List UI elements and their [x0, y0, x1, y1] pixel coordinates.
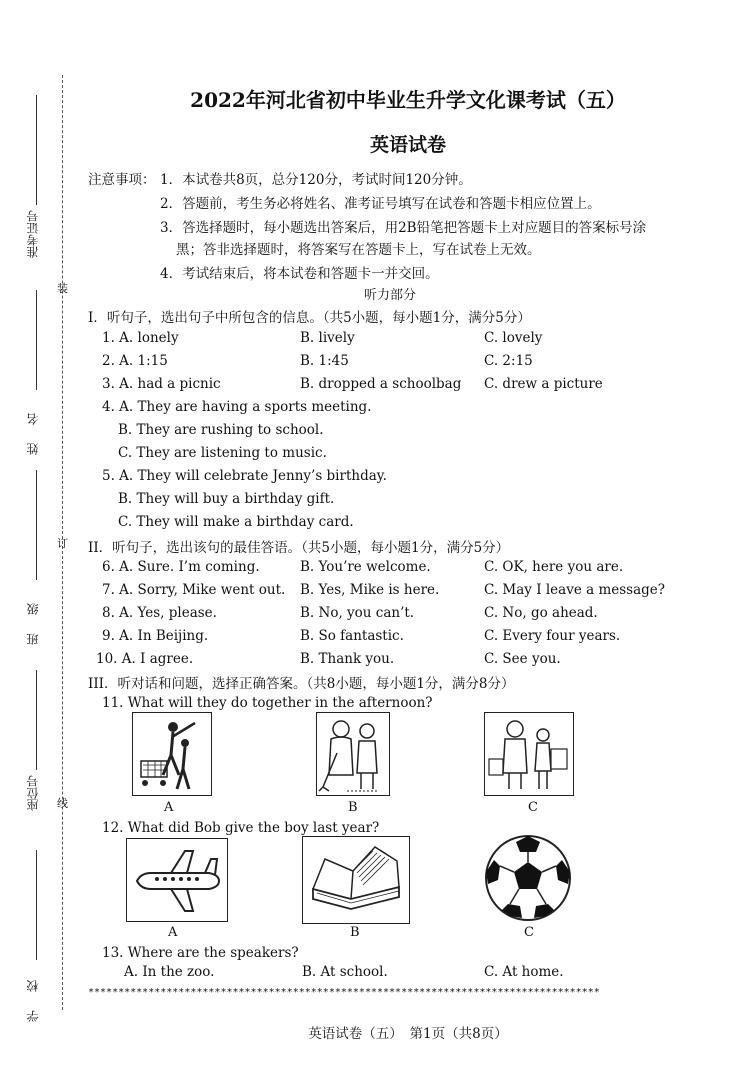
seat-no-label: 座位号 — [26, 775, 40, 811]
q9-option-c: C. Every four years. — [484, 628, 621, 644]
shopping-couple-icon — [485, 713, 573, 795]
q1-option-b: B. lively — [300, 330, 355, 346]
q11-label-b: B — [348, 800, 358, 815]
q7-option-b: B. Yes, Mike is here. — [300, 582, 440, 598]
q2-option-a: 2. A. 1:15 — [102, 353, 168, 369]
q10-option-a: 10. A. I agree. — [96, 651, 194, 667]
q7-option-c: C. May I leave a message? — [484, 582, 666, 598]
q12-label-c: C — [524, 925, 534, 940]
q11-question: 11. What will they do together in the afternoon? — [102, 695, 433, 711]
q4-option-a: 4. A. They are having a sports meeting. — [102, 399, 372, 415]
binding-margin — [0, 0, 75, 1080]
q6-option-b: B. You’re welcome. — [300, 559, 431, 575]
soccer-ball-icon — [484, 834, 572, 922]
part2-heading: II．听句子，选出该句的最佳答语。（共5小题，每小题1分，满分5分） — [88, 540, 510, 556]
q13-option-c: C. At home. — [484, 964, 564, 980]
q7-option-a: 7. A. Sorry, Mike went out. — [102, 582, 286, 598]
q5-option-b: B. They will buy a birthday gift. — [118, 491, 335, 507]
q10-option-c: C. See you. — [484, 651, 561, 667]
q2-option-c: C. 2:15 — [484, 353, 533, 369]
q6-option-a: 6. A. Sure. I’m coming. — [102, 559, 260, 575]
school-fill-line — [36, 850, 37, 960]
q1-option-c: C. lovely — [484, 330, 543, 346]
q5-option-c: C. They will make a birthday card. — [118, 514, 354, 530]
q8-option-a: 8. A. Yes, please. — [102, 605, 217, 621]
q11-label-c: C — [528, 800, 538, 815]
exam-title: 2022年河北省初中毕业生升学文化课考试（五） — [190, 88, 626, 112]
elderly-couple-cleaning-icon — [317, 713, 389, 795]
q9-option-a: 9. A. In Beijing. — [102, 628, 209, 644]
q10-option-b: B. Thank you. — [300, 651, 395, 667]
q8-option-b: B. No, you can’t. — [300, 605, 415, 621]
q13-question: 13. Where are the speakers? — [102, 945, 299, 961]
q3-option-b: B. dropped a schoolbag — [300, 376, 462, 392]
exam-no-fill-line — [36, 95, 37, 205]
q11-label-a: A — [164, 800, 174, 815]
listening-section-title: 听力部分 — [364, 288, 417, 303]
exam-subtitle: 英语试卷 — [369, 134, 446, 156]
q11-picture-a — [132, 712, 212, 796]
q13-option-a: A. In the zoo. — [124, 964, 215, 980]
q1-option-a: 1. A. lonely — [102, 330, 179, 346]
notes-label: 注意事项： — [88, 172, 156, 188]
note-2: 2．答题前，考生务必将姓名、准考证号填写在试卷和答题卡相应位置上。 — [160, 196, 601, 212]
q5-option-a: 5. A. They will celebrate Jenny’s birthday. — [102, 468, 387, 484]
q3-option-a: 3. A. had a picnic — [102, 376, 221, 392]
name-label: 姓名 — [26, 395, 40, 455]
class-label: 班级 — [26, 585, 40, 645]
page-separator: ************************************************************************************* — [88, 987, 600, 998]
open-book-icon — [303, 837, 409, 923]
q11-picture-c — [484, 712, 574, 796]
q11-picture-b — [316, 712, 390, 796]
name-fill-line — [36, 290, 37, 390]
binding-char-3: 线 — [57, 797, 68, 810]
note-1: 1．本试卷共8页，总分120分，考试时间120分钟。 — [160, 172, 472, 188]
q13-option-b: B. At school. — [302, 964, 388, 980]
q12-label-b: B — [350, 925, 360, 940]
airplane-icon — [127, 839, 227, 921]
school-label: 学校 — [26, 962, 40, 1022]
q12-label-a: A — [168, 925, 178, 940]
seat-no-fill-line — [36, 670, 37, 770]
q12-picture-c — [484, 834, 572, 922]
binding-char-1: 装 — [57, 282, 68, 295]
q12-question: 12. What did Bob give the boy last year? — [102, 820, 380, 836]
binding-char-2: 订 — [57, 537, 68, 550]
q4-option-b: B. They are rushing to school. — [118, 422, 324, 438]
q12-picture-b — [302, 836, 410, 924]
page-footer: 英语试卷（五） 第1页（共8页） — [308, 1026, 508, 1042]
class-fill-line — [36, 470, 37, 580]
note-3: 3．答选择题时，每小题选出答案后，用2B铅笔把答题卡上对应题目的答案标号涂 — [160, 220, 647, 236]
q4-option-c: C. They are listening to music. — [118, 445, 327, 461]
exam-no-label: 准考证号 — [26, 210, 40, 258]
part1-heading: I．听句子，选出句子中所包含的信息。（共5小题，每小题1分，满分5分） — [88, 310, 531, 326]
exam-page — [88, 0, 728, 1080]
q12-picture-a — [126, 838, 228, 922]
shopping-cart-couple-icon — [133, 713, 211, 795]
q2-option-b: B. 1:45 — [300, 353, 349, 369]
q8-option-c: C. No, go ahead. — [484, 605, 598, 621]
q9-option-b: B. So fantastic. — [300, 628, 404, 644]
part3-heading: III．听对话和问题，选择正确答案。（共8小题，每小题1分，满分8分） — [88, 676, 515, 692]
note-3-cont: 黑；答非选择题时，将答案写在答题卡上，写在试卷上无效。 — [176, 242, 541, 258]
note-4: 4．考试结束后，将本试卷和答题卡一并交回。 — [160, 266, 439, 282]
q6-option-c: C. OK, here you are. — [484, 559, 624, 575]
q3-option-c: C. drew a picture — [484, 376, 603, 392]
